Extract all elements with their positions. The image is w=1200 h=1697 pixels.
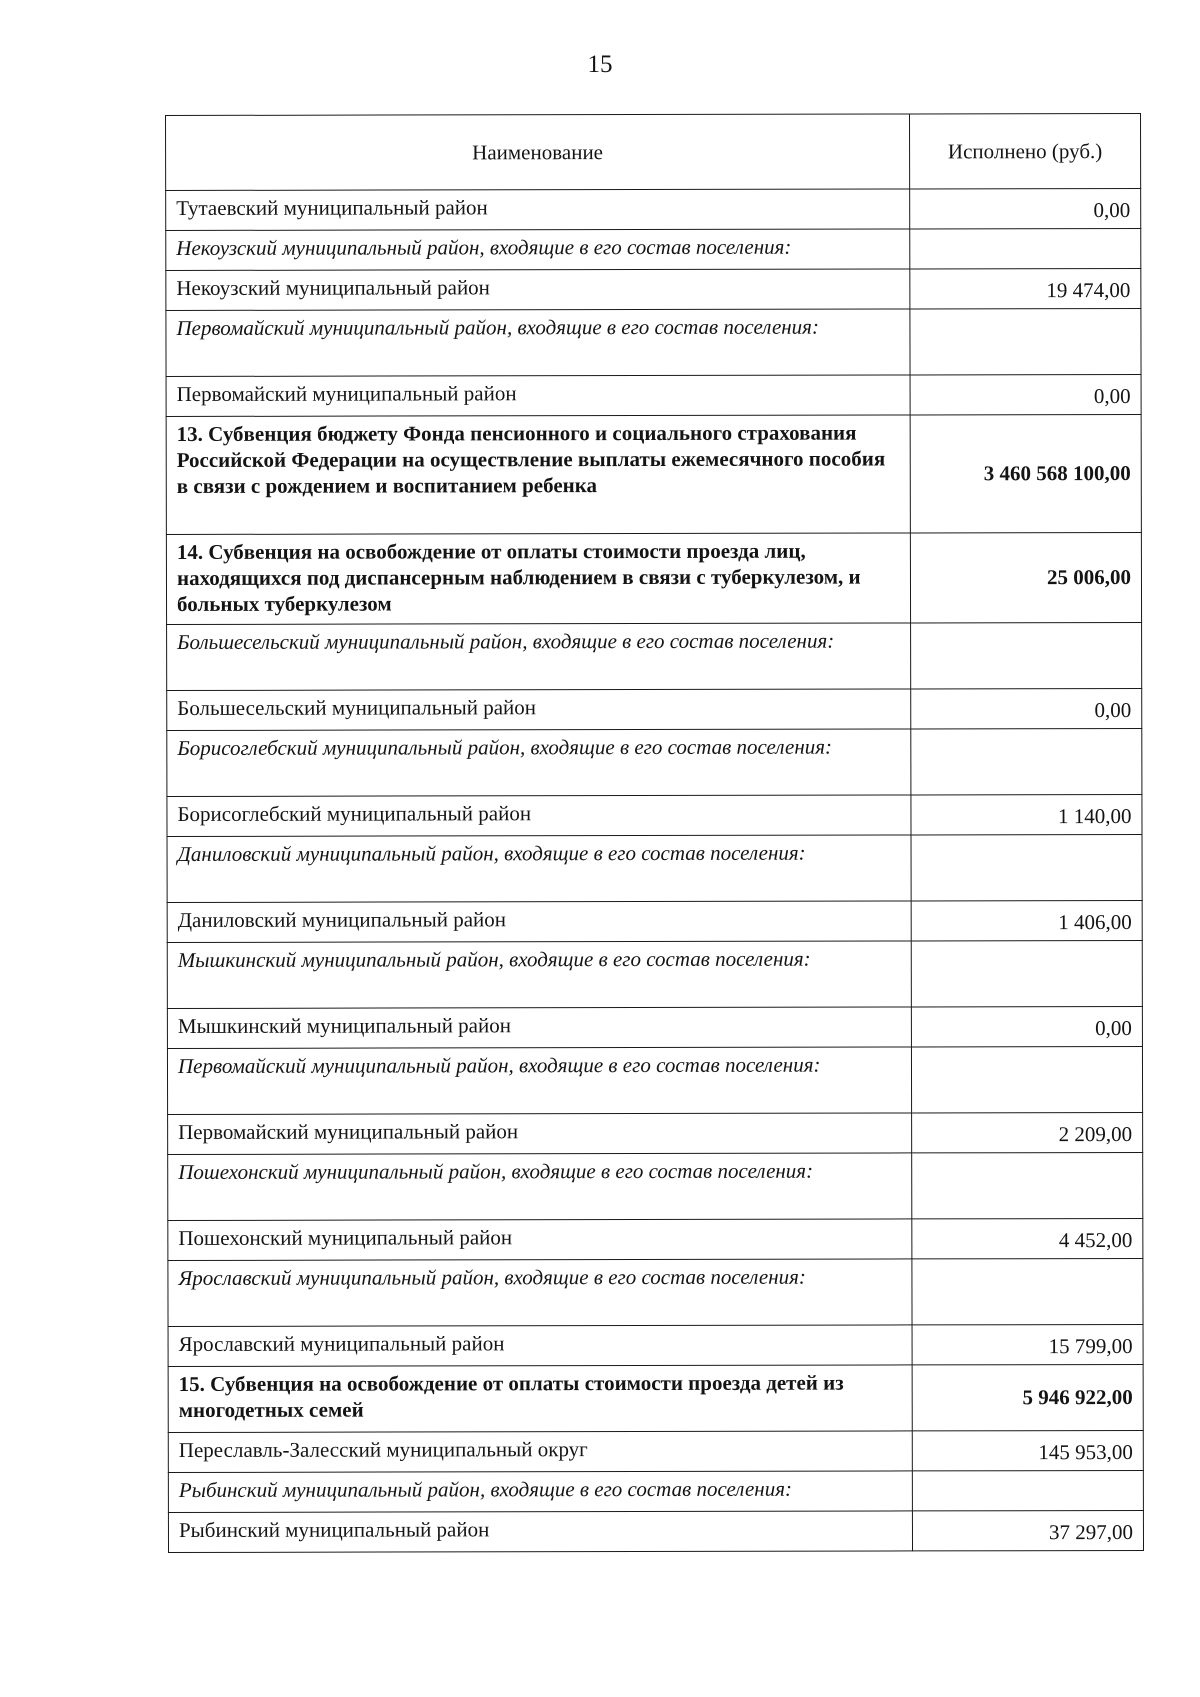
group-caption-row (168, 1258, 1143, 1326)
table-row (166, 374, 1141, 416)
table-row (168, 1218, 1143, 1260)
header-name-column: Наименование (166, 114, 910, 191)
group-caption-row (167, 622, 1142, 690)
row-name-cell: Большесельский муниципальный район (167, 689, 911, 731)
row-value-cell: 5 946 922,00 (912, 1364, 1143, 1430)
section-row (166, 414, 1141, 534)
row-value-cell: 1 140,00 (911, 794, 1142, 834)
table-body (166, 188, 1144, 1552)
row-name-cell: Тутаевский муниципальный район (166, 189, 910, 231)
table-row (168, 1430, 1143, 1472)
row-value-cell (911, 622, 1142, 688)
row-name-cell: Борисоглебский муниципальный район, входящие в его состав поселения: (167, 729, 911, 797)
row-value-cell: 2 209,00 (912, 1112, 1143, 1152)
row-name-cell: Даниловский муниципальный район, входящие в его состав поселения: (167, 835, 911, 903)
row-value-cell: 145 953,00 (912, 1430, 1143, 1470)
row-name-cell: Мышкинский муниципальный район (167, 1007, 911, 1049)
row-name-cell: Пошехонский муниципальный район, входящие в его состав поселения: (168, 1153, 912, 1221)
group-caption-row (167, 940, 1142, 1008)
row-value-cell: 25 006,00 (910, 532, 1141, 622)
group-caption-row (168, 1470, 1143, 1512)
row-value-cell: 0,00 (911, 1006, 1142, 1046)
row-name-cell: 13. Субвенция бюджету Фонда пенсионного и социального страхования Российской Федерации на осуществление выплаты ежемесячного пособия в связи с рождением и воспитанием ребенка (166, 415, 910, 535)
row-name-cell: Большесельский муниципальный район, входящие в его состав поселения: (167, 623, 911, 691)
group-caption-row (166, 228, 1141, 270)
section-row (168, 1364, 1143, 1432)
row-value-cell (910, 308, 1141, 374)
table-row (168, 1112, 1143, 1154)
row-value-cell: 0,00 (910, 188, 1141, 228)
table-row (168, 1324, 1143, 1366)
budget-execution-table (165, 113, 1144, 1553)
row-value-cell (912, 1152, 1143, 1218)
row-value-cell: 4 452,00 (912, 1218, 1143, 1258)
row-value-cell: 3 460 568 100,00 (910, 414, 1141, 532)
row-value-cell: 1 406,00 (911, 900, 1142, 940)
page-number: 15 (587, 51, 613, 78)
row-name-cell: 15. Субвенция на освобождение от оплаты стоимости проезда детей из многодетных семей (168, 1365, 912, 1433)
table-row (167, 1006, 1142, 1048)
row-name-cell: Даниловский муниципальный район (167, 901, 911, 943)
row-value-cell: 15 799,00 (912, 1324, 1143, 1364)
group-caption-row (167, 834, 1142, 902)
row-name-cell: Первомайский муниципальный район (166, 375, 910, 417)
group-caption-row (166, 308, 1141, 376)
budget-table-container (165, 113, 1143, 1553)
row-value-cell: 0,00 (911, 688, 1142, 728)
row-name-cell: Переславль-Залесский муниципальный округ (168, 1431, 912, 1473)
header-value-column: Исполнено (руб.) (909, 113, 1140, 188)
row-value-cell (912, 1258, 1143, 1324)
table-row (166, 188, 1141, 230)
row-value-cell (911, 1046, 1142, 1112)
group-caption-row (167, 1046, 1142, 1114)
row-name-cell: Первомайский муниципальный район, входящие в его состав поселения: (166, 309, 910, 377)
table-row (168, 1510, 1143, 1552)
row-name-cell: Рыбинский муниципальный район, входящие в его состав поселения: (168, 1471, 912, 1513)
table-row (166, 268, 1141, 310)
row-value-cell (910, 228, 1141, 268)
row-value-cell (911, 728, 1142, 794)
row-value-cell (912, 1470, 1143, 1510)
table-row (167, 794, 1142, 836)
row-name-cell: 14. Субвенция на освобождение от оплаты стоимости проезда лиц, находящихся под диспансерным наблюдением в связи с туберкулезом, и больных туберкулезом (166, 533, 910, 625)
row-value-cell: 0,00 (910, 374, 1141, 414)
row-value-cell (911, 834, 1142, 900)
group-caption-row (167, 728, 1142, 796)
row-value-cell: 37 297,00 (912, 1510, 1143, 1550)
row-name-cell: Мышкинский муниципальный район, входящие в его состав поселения: (167, 941, 911, 1009)
section-row (166, 532, 1141, 624)
table-header-row (166, 113, 1141, 190)
row-name-cell: Первомайский муниципальный район, входящие в его состав поселения: (167, 1047, 911, 1115)
row-name-cell: Некоузский муниципальный район, входящие в его состав поселения: (166, 229, 910, 271)
row-name-cell: Пошехонский муниципальный район (168, 1219, 912, 1261)
table-row (167, 688, 1142, 730)
row-name-cell: Борисоглебский муниципальный район (167, 795, 911, 837)
row-name-cell: Некоузский муниципальный район (166, 269, 910, 311)
row-name-cell: Ярославский муниципальный район, входящие в его состав поселения: (168, 1259, 912, 1327)
row-name-cell: Рыбинский муниципальный район (168, 1511, 912, 1553)
row-name-cell: Первомайский муниципальный район (168, 1113, 912, 1155)
row-value-cell: 19 474,00 (910, 268, 1141, 308)
row-value-cell (911, 940, 1142, 1006)
row-name-cell: Ярославский муниципальный район (168, 1325, 912, 1367)
group-caption-row (168, 1152, 1143, 1220)
table-row (167, 900, 1142, 942)
